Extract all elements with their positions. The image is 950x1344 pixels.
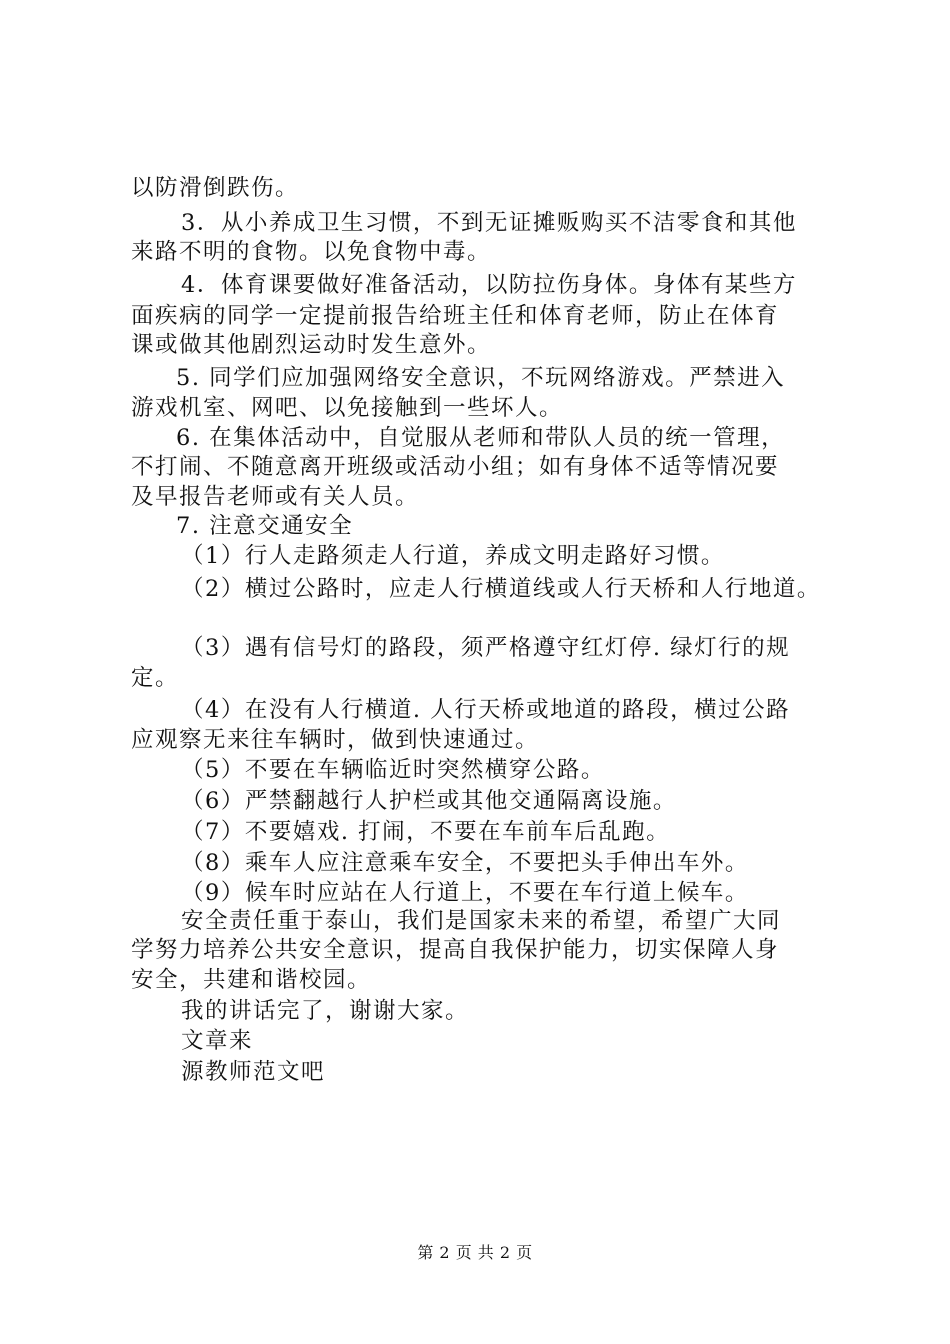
text-line: 安全责任重于泰山，我们是国家未来的希望，希望广大同 <box>181 908 782 934</box>
text-line: 3．从小养成卫生习惯，不到无证摊贩购买不洁零食和其他 <box>181 210 797 236</box>
text-line: （3）遇有信号灯的路段，须严格遵守红灯停. 绿灯行的规 <box>181 635 791 661</box>
text-line: （6）严禁翻越行人护栏或其他交通隔离设施。 <box>181 788 677 814</box>
text-line: 课或做其他剧烈运动时发生意外。 <box>131 332 492 358</box>
text-line: 4．体育课要做好准备活动，以防拉伤身体。身体有某些方 <box>181 272 797 298</box>
text-line: （4）在没有人行横道. 人行天桥或地道的路段，横过公路 <box>181 697 791 723</box>
text-line: 文章来 <box>181 1028 254 1054</box>
text-line: 7. 注意交通安全 <box>176 513 354 539</box>
text-line: 5. 同学们应加强网络安全意识，不玩网络游戏。严禁进入 <box>176 365 786 391</box>
text-line: 源教师范文吧 <box>181 1059 326 1085</box>
page-number-footer: 第 2 页 共 2 页 <box>417 1243 533 1262</box>
text-line: 来路不明的食物。以免食物中毒。 <box>131 239 492 265</box>
text-line: 定。 <box>131 665 180 691</box>
text-line: （9）候车时应站在人行道上，不要在车行道上候车。 <box>181 880 749 906</box>
text-line: 游戏机室、网吧、以免接触到一些坏人。 <box>131 395 564 421</box>
text-line: 以防滑倒跌伤。 <box>131 175 300 201</box>
text-line: （8）乘车人应注意乘车安全，不要把头手伸出车外。 <box>181 850 749 876</box>
text-line: （7）不要嬉戏. 打闹，不要在车前车后乱跑。 <box>181 819 671 845</box>
text-line: 及早报告老师或有关人员。 <box>131 484 420 510</box>
text-line: 安全，共建和谐校园。 <box>131 967 372 993</box>
text-line: 学努力培养公共安全意识，提高自我保护能力，切实保障人身 <box>131 937 780 963</box>
text-line: 应观察无来往车辆时，做到快速通过。 <box>131 727 540 753</box>
text-line: （2）横过公路时，应走人行横道线或人行天桥和人行地道。 <box>181 576 821 602</box>
text-line: （1）行人走路须走人行道，养成文明走路好习惯。 <box>181 543 725 569</box>
text-line: 6. 在集体活动中，自觉服从老师和带队人员的统一管理， <box>176 425 786 451</box>
text-line: （5）不要在车辆临近时突然横穿公路。 <box>181 757 605 783</box>
text-line: 面疾病的同学一定提前报告给班主任和体育老师，防止在体育 <box>131 303 780 329</box>
text-line: 不打闹、不随意离开班级或活动小组；如有身体不适等情况要 <box>131 454 780 480</box>
text-line: 我的讲话完了，谢谢大家。 <box>181 998 470 1024</box>
